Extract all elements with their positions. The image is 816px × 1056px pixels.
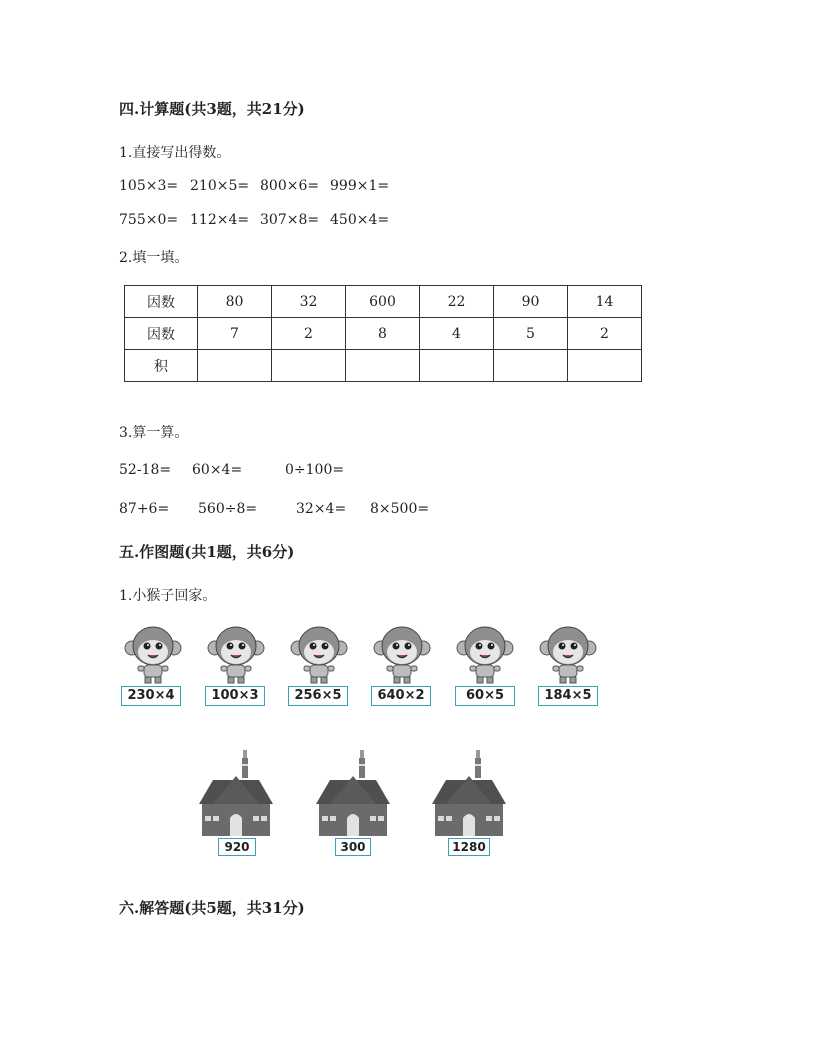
table-cell: 90 (494, 286, 568, 318)
q1-item: 800×6= (260, 178, 320, 194)
table-cell-label: 因数 (125, 318, 198, 350)
table-cell: 80 (198, 286, 272, 318)
monkey-icon (537, 622, 599, 684)
table-row (125, 350, 642, 382)
monkey-icon (205, 622, 267, 684)
table-cell: 7 (198, 318, 272, 350)
q1-item: 105×3= (119, 178, 179, 194)
q5-1-prompt: 1.小猴子回家。 (119, 588, 217, 604)
q1-item: 755×0= (119, 212, 179, 228)
answer-cell[interactable] (346, 350, 420, 382)
monkey-icon (454, 622, 516, 684)
table-cell: 8 (346, 318, 420, 350)
house-label[interactable]: 1280 (448, 838, 490, 856)
table-cell: 600 (346, 286, 420, 318)
table-cell: 2 (568, 318, 642, 350)
table-cell: 5 (494, 318, 568, 350)
q1-item: 112×4= (190, 212, 250, 228)
table-cell-label: 积 (125, 350, 198, 382)
q1-item: 307×8= (260, 212, 320, 228)
table-cell: 22 (420, 286, 494, 318)
monkey-label[interactable]: 184×5 (538, 686, 598, 706)
table-cell: 14 (568, 286, 642, 318)
monkey-label[interactable]: 100×3 (205, 686, 265, 706)
table-row (125, 286, 642, 318)
q3-item: 0÷100= (285, 462, 345, 478)
table-row (125, 318, 642, 350)
table-cell: 4 (420, 318, 494, 350)
q1-item: 210×5= (190, 178, 250, 194)
monkey-label[interactable]: 256×5 (288, 686, 348, 706)
q1-prompt: 1.直接写出得数。 (119, 145, 231, 161)
section-5-title: 五.作图题(共1题，共6分) (119, 543, 295, 561)
q3-item: 8×500= (370, 501, 430, 517)
house-icon (432, 748, 506, 838)
section-6-title: 六.解答题(共5题，共31分) (119, 899, 305, 917)
q2-prompt: 2.填一填。 (119, 250, 189, 266)
q1-item: 999×1= (330, 178, 390, 194)
answer-cell[interactable] (272, 350, 346, 382)
table-cell-label: 因数 (125, 286, 198, 318)
q3-item: 32×4= (296, 501, 347, 517)
table-cell: 32 (272, 286, 346, 318)
monkey-icon (122, 622, 184, 684)
monkey-icon (288, 622, 350, 684)
section-4-title: 四.计算题(共3题，共21分) (119, 100, 305, 118)
q3-item: 60×4= (192, 462, 243, 478)
house-label[interactable]: 920 (218, 838, 256, 856)
house-icon (199, 748, 273, 838)
answer-cell[interactable] (494, 350, 568, 382)
q3-item: 560÷8= (198, 501, 258, 517)
factor-table (124, 285, 642, 382)
monkey-label[interactable]: 60×5 (455, 686, 515, 706)
monkey-label[interactable]: 640×2 (371, 686, 431, 706)
monkey-label[interactable]: 230×4 (121, 686, 181, 706)
house-label[interactable]: 300 (335, 838, 371, 856)
answer-cell[interactable] (198, 350, 272, 382)
q3-item: 52-18= (119, 462, 172, 478)
q3-prompt: 3.算一算。 (119, 425, 189, 441)
q3-item: 87+6= (119, 501, 170, 517)
q1-item: 450×4= (330, 212, 390, 228)
house-icon (316, 748, 390, 838)
monkey-icon (371, 622, 433, 684)
answer-cell[interactable] (420, 350, 494, 382)
answer-cell[interactable] (568, 350, 642, 382)
table-cell: 2 (272, 318, 346, 350)
